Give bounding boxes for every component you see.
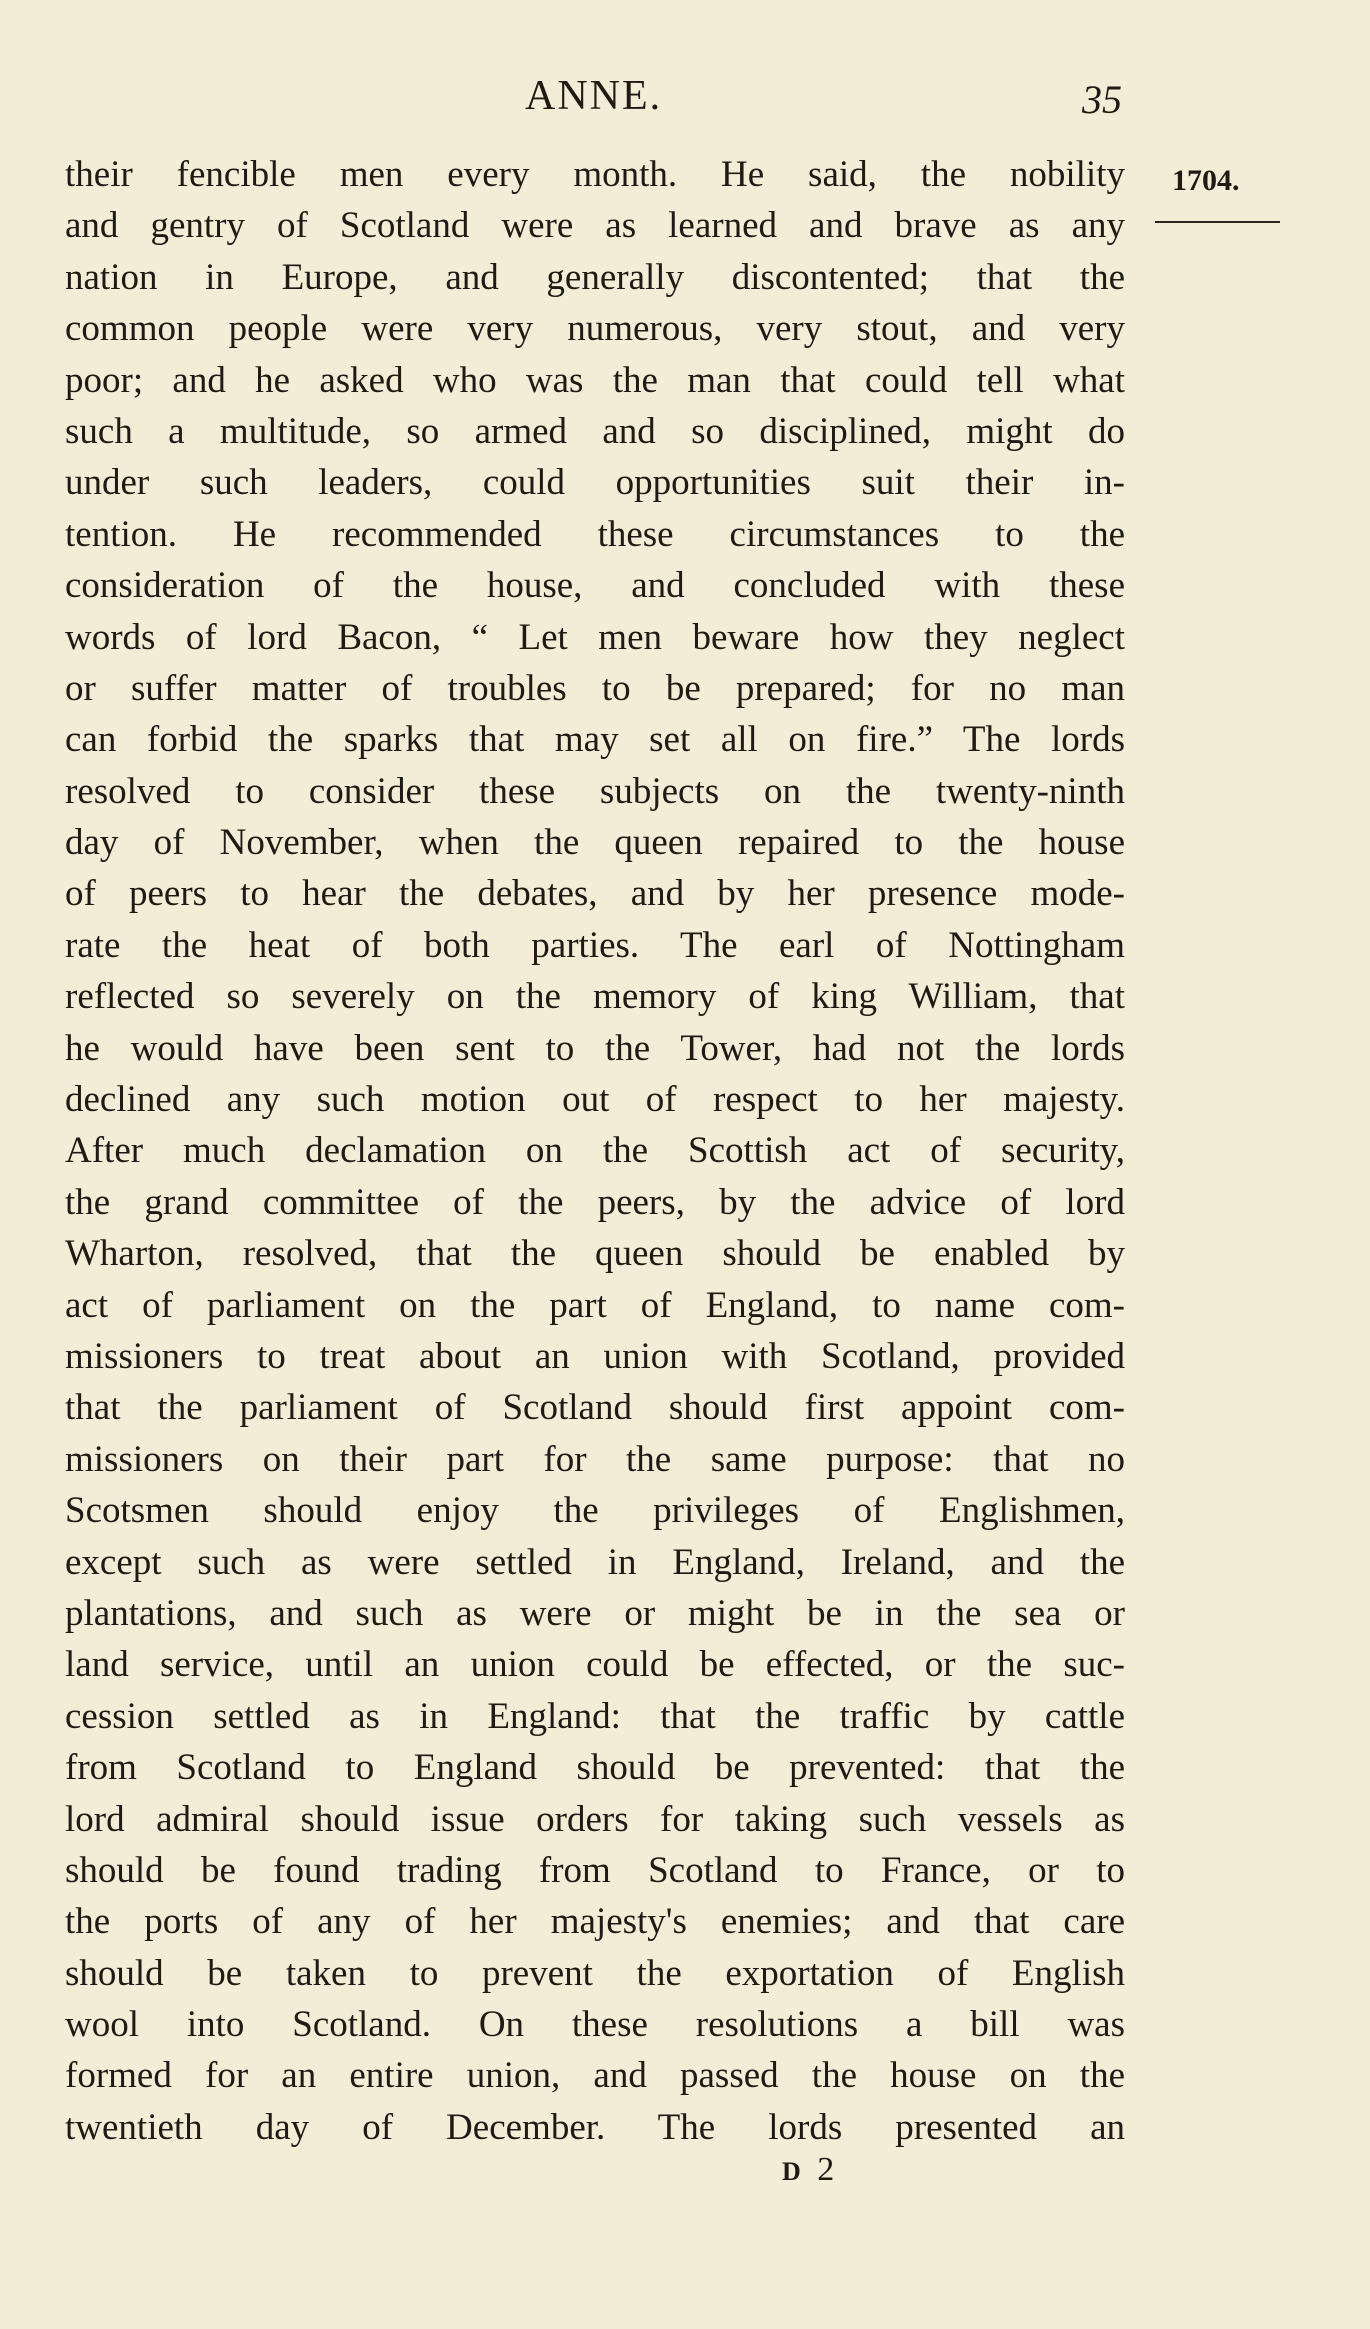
text-line: words of lord Bacon, “ Let men beware how they neglect [65, 616, 1125, 658]
text-line: Scotsmen should enjoy the privileges of Englishmen, [65, 1490, 1125, 1532]
text-line: tention. He recommended these circumstances to the [65, 513, 1125, 555]
text-line: should be taken to prevent the exportation of English [65, 1952, 1125, 1994]
text-line: from Scotland to England should be prevented: that the [65, 1747, 1125, 1789]
signature-mark [782, 2151, 838, 2189]
text-line: poor; and he asked who was the man that could tell what [65, 359, 1125, 401]
text-line: rate the heat of both parties. The earl of Nottingham [65, 924, 1125, 966]
text-line: formed for an entire union, and passed the house on the [65, 2055, 1125, 2097]
text-line: the grand committee of the peers, by the advice of lord [65, 1181, 1125, 1223]
text-line: common people were very numerous, very stout, and very [65, 308, 1125, 350]
text-line: nation in Europe, and generally discontented; that the [65, 256, 1125, 298]
text-line: After much declamation on the Scottish act of security, [65, 1130, 1125, 1172]
body-text [65, 149, 1125, 2153]
text-line: Wharton, resolved, that the queen should be enabled by [65, 1233, 1125, 1275]
page-number: 35 [1082, 77, 1122, 122]
text-line: declined any such motion out of respect to her majesty. [65, 1079, 1125, 1121]
text-line: their fencible men every month. He said, the nobility [65, 154, 1125, 195]
running-head-title: ANNE. [525, 73, 663, 119]
text-line: lord admiral should issue orders for taking such vessels as [65, 1798, 1125, 1840]
text-line: or suffer matter of troubles to be prepared; for no man [65, 667, 1125, 709]
text-line: missioners to treat about an union with Scotland, provided [65, 1335, 1125, 1377]
text-line: should be found trading from Scotland to France, or to [65, 1849, 1125, 1891]
text-line: such a multitude, so armed and so disciplined, might do [65, 410, 1125, 452]
signature-letter: D [782, 2157, 805, 2186]
margin-year-note: 1704. [1172, 164, 1240, 197]
text-line: the ports of any of her majesty's enemies; and that care [65, 1901, 1125, 1943]
text-line: of peers to hear the debates, and by her presence mode- [65, 873, 1125, 915]
text-line: wool into Scotland. On these resolutions a bill was [65, 2004, 1125, 2046]
text-line: twentieth day of December. The lords presented an [65, 2106, 1125, 2148]
text-line: can forbid the sparks that may set all on fire.” The lords [65, 719, 1125, 761]
text-line: he would have been sent to the Tower, had not the lords [65, 1027, 1125, 1069]
text-line: except such as were settled in England, Ireland, and the [65, 1541, 1125, 1583]
text-line: land service, until an union could be effected, or the suc- [65, 1644, 1125, 1686]
text-line: reflected so severely on the memory of king William, that [65, 976, 1125, 1018]
text-line: resolved to consider these subjects on the twenty-ninth [65, 770, 1125, 812]
signature-number: 2 [817, 2151, 839, 2188]
text-line: plantations, and such as were or might be in the sea or [65, 1592, 1125, 1634]
text-line: act of parliament on the part of England, to name com- [65, 1284, 1125, 1326]
text-line: consideration of the house, and concluded with these [65, 565, 1125, 607]
text-line: day of November, when the queen repaired to the house [65, 822, 1125, 864]
margin-rule-divider [1155, 221, 1280, 223]
text-line: under such leaders, could opportunities suit their in- [65, 462, 1125, 504]
text-line: that the parliament of Scotland should first appoint com- [65, 1387, 1125, 1429]
text-line: missioners on their part for the same purpose: that no [65, 1438, 1125, 1480]
text-line: cession settled as in England: that the traffic by cattle [65, 1695, 1125, 1737]
text-line: and gentry of Scotland were as learned and brave as any [65, 205, 1125, 247]
